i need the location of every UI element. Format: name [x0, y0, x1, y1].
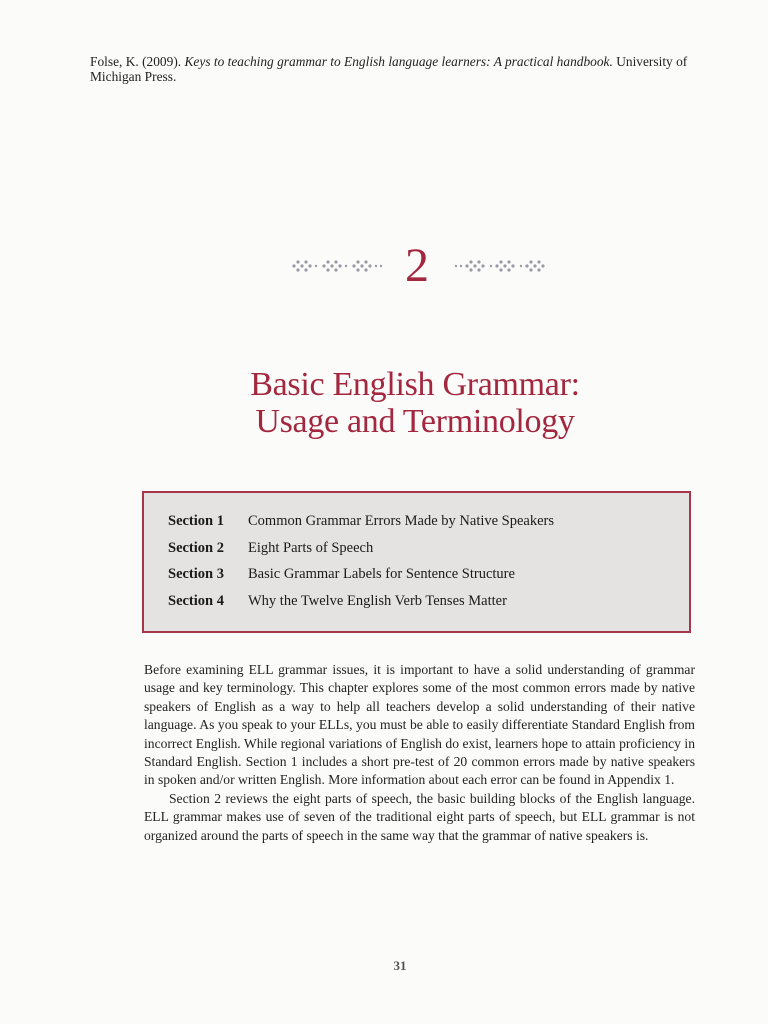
section-label: Section 1 [168, 513, 224, 529]
citation-publisher: University of Michigan Press. [90, 54, 688, 84]
paragraph-2: Section 2 reviews the eight parts of speech, the basic building blocks of the English language. ELL grammar makes use of seven of the traditional eight parts of speech, but ELL grammar is not organized around the parts of speech in the same way that the grammar of native speakers is. [144, 790, 695, 843]
body-text [144, 661, 695, 845]
section-label: Section 4 [168, 592, 224, 609]
section-row [168, 566, 554, 593]
section-title: Eight Parts of Speech [248, 539, 374, 556]
section-label: Section 2 [168, 539, 224, 556]
section-title: Basic Grammar Labels for Sentence Structure [248, 566, 515, 582]
section-label: Section 3 [168, 566, 224, 582]
ornament-right-icon [451, 257, 547, 275]
section-title: Common Grammar Errors Made by Native Speakers [248, 513, 555, 529]
page-number: 31 [393, 958, 407, 973]
citation-book-title: Keys to teaching grammar to English language learners: A practical handbook. [184, 54, 613, 69]
section-list [168, 513, 554, 619]
citation-authors: Folse, K. (2009). [90, 54, 182, 69]
chapter-number: 2 [405, 239, 429, 292]
section-contents-box [142, 491, 691, 633]
chapter-title [100, 366, 730, 440]
section-title: Why the Twelve English Verb Tenses Matter [248, 592, 507, 609]
paragraph-1: Before examining ELL grammar issues, it is important to have a solid understanding of grammar usage and key terminology. This chapter explores some of the most common errors made by native speakers of English as a way to help all teachers develop a solid understanding of their native language. As you speak to your ELLs, you must be able to easily differentiate Standard English from incorrect English. While regional variations of English do exist, learners hope to attain proficiency in Standard English. Section 1 includes a short pre-test of 20 common errors made by native speakers in spoken and/or written English. More information about each error can be found in Appendix 1. [144, 662, 695, 788]
ornament-left-icon [290, 257, 386, 275]
chapter-title-line-2: Usage and Terminology [255, 403, 575, 440]
section-row [168, 513, 554, 540]
chapter-title-line-1: Basic English Grammar: [250, 366, 580, 403]
citation [90, 54, 710, 84]
section-row [168, 593, 554, 620]
chapter-heading-mark [0, 240, 768, 300]
section-row [168, 540, 554, 567]
